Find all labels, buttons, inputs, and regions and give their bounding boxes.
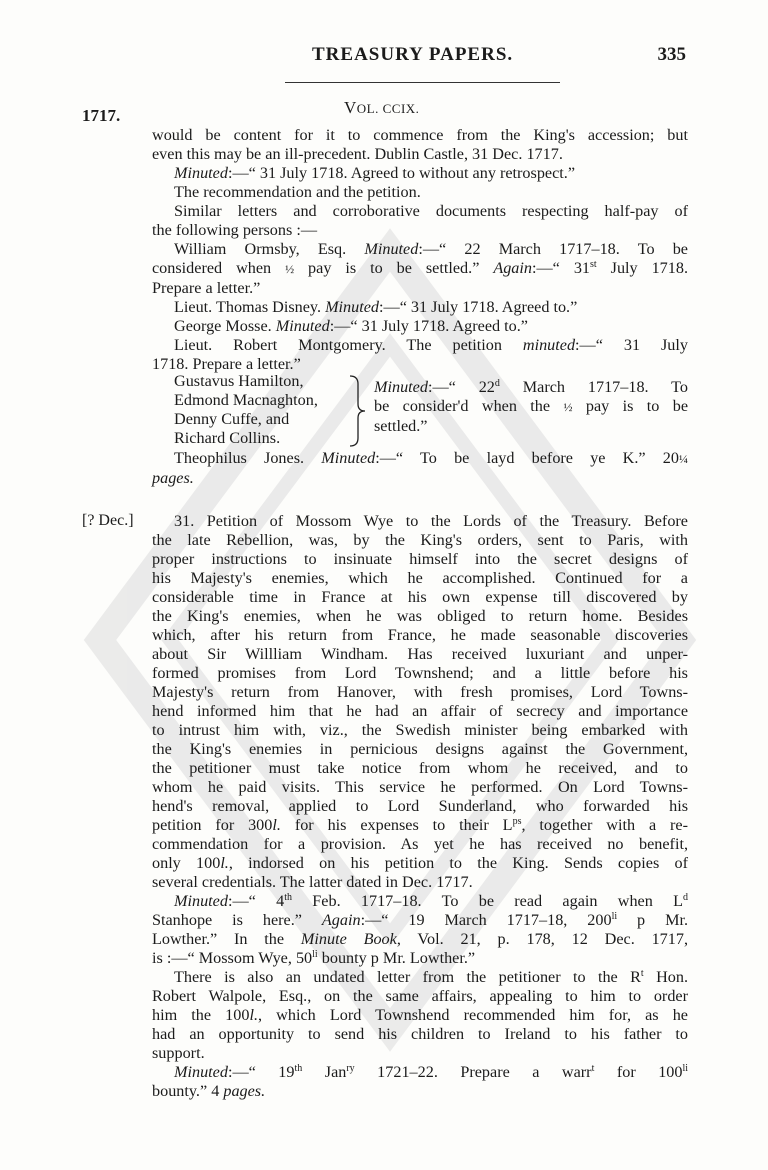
- header-rule: [285, 82, 560, 83]
- text-line: him the 100l., which Lord Townshend recommended him for, as he: [152, 1006, 688, 1024]
- text-line: commendation for a provision. As yet he has received no benefit,: [152, 835, 688, 853]
- upper-text-block: [152, 126, 688, 374]
- names-list: [174, 372, 354, 448]
- name-item: Gustavus Hamilton,: [174, 372, 304, 390]
- text-line: about Sir Willliam Windham. Has received luxuriant and unper-: [152, 645, 688, 663]
- text-line: There is also an undated letter from the petitioner to the $R^t$ Hon.: [174, 968, 688, 986]
- text-line: William Ormsby, Esq. Minuted:—“ 22 March 1717–18. To be: [174, 240, 688, 258]
- text-line: the petitioner must take notice from whom he received, and to: [152, 759, 688, 777]
- text-line: considerable time in France at his own expense till discovered by: [152, 588, 688, 606]
- text-line: Similar letters and corroborative documents respecting half-pay of: [174, 202, 688, 220]
- name-item: Richard Collins.: [174, 429, 281, 447]
- text-line: proper instructions to insinuate himself into the secret designs of: [152, 550, 688, 568]
- text-line: Theophilus Jones. Minuted:—“ To be layd before ye K.” 20¼: [174, 449, 688, 467]
- running-title: TREASURY PAPERS.: [312, 44, 514, 65]
- text-line: support.: [152, 1044, 205, 1062]
- text-line: would be content for it to commence from the King's accession; but: [152, 126, 688, 144]
- text-line: hend informed him that he had an affair of secrecy and importance: [152, 702, 688, 720]
- text-line: Lowther.” In the Minute Book, Vol. 21, p. 178, 12 Dec. 1717,: [152, 930, 688, 948]
- text-line: his Majesty's enemies, which he accomplished. Continued for a: [152, 569, 688, 587]
- text-line: which, after his return from France, he made seasonable discoveries: [152, 626, 688, 644]
- text-line: Robert Walpole, Esq., on the same affairs, appealing to him to order: [152, 987, 688, 1005]
- text-line: to intrust him with, viz., the Swedish minister being embarked with: [152, 721, 688, 739]
- petition-block: [152, 512, 688, 1101]
- margin-date-note: [? Dec.]: [82, 512, 134, 529]
- text-line: pages.: [152, 469, 194, 487]
- text-line: 31. Petition of Mossom Wye to the Lords of the Treasury. Before: [174, 512, 688, 530]
- text-line: Minuted:—“ 4th Feb. 1717–18. To be read again when $L^d$: [174, 892, 689, 910]
- text-line: petition for 300l. for his expenses to their $L^{ps}$, together with a re-: [152, 816, 689, 834]
- text-line: the King's enemies, when he was obliged to return home. Besides: [152, 607, 688, 625]
- text-line: Stanhope is here.” Again:—“ 19 March 1717–18, $200^{li}$ p Mr.: [152, 911, 688, 929]
- braced-names-group: [174, 372, 694, 450]
- text-line: even this may be an ill-precedent. Dublin Castle, 31 Dec. 1717.: [152, 145, 563, 163]
- text-line: Prepare a letter.”: [152, 279, 261, 297]
- text-line: whom he paid visits. This service he performed. On Lord Towns-: [152, 778, 688, 796]
- margin-year: 1717.: [82, 106, 121, 125]
- text-line: considered when ½ pay is to be settled.” Again:—“ 31st July 1718.: [152, 259, 688, 277]
- name-item: Denny Cuffe, and: [174, 410, 290, 428]
- text-line: several credentials. The latter dated in Dec. 1717.: [152, 873, 473, 891]
- text-line: the following persons :—: [152, 221, 318, 239]
- volume-heading: VOL. CCIX.: [344, 98, 420, 117]
- jones-entry: [152, 449, 688, 488]
- text-line: The recommendation and the petition.: [174, 183, 421, 201]
- text-line: Lieut. Robert Montgomery. The petition minuted:—“ 31 July: [174, 336, 688, 354]
- page-header: [152, 44, 686, 74]
- text-line: is :—“ Mossom Wye, $50^{li}$ bounty p Mr. Lowther.”: [152, 949, 476, 967]
- text-line: 1718. Prepare a letter.”: [152, 355, 301, 373]
- brace-note: Minuted:—“ 22$^d$ March 1717–18. To be consider'd when the ½ pay is to be settled.”: [374, 378, 689, 435]
- text-line: hend's removal, applied to Lord Sunderland, who forwarded his: [152, 797, 688, 815]
- brace-icon: [348, 374, 368, 448]
- text-line: had an opportunity to send his children to Ireland to his father to: [152, 1025, 688, 1043]
- name-item: Edmond Macnaghton,: [174, 391, 318, 409]
- text-line: the King's enemies in pernicious designs against the Government,: [152, 740, 688, 758]
- text-line: Minuted:—“ 31 July 1718. Agreed to without any retrospect.”: [174, 164, 576, 182]
- text-line: Majesty's return from Hanover, with fresh promises, Lord Towns-: [152, 683, 688, 701]
- text-line: the late Rebellion, was, by the King's orders, sent to Paris, with: [152, 531, 688, 549]
- text-line: Lieut. Thomas Disney. Minuted:—“ 31 July 1718. Agreed to.”: [174, 298, 578, 316]
- text-line: only 100l., indorsed on his petition to the King. Sends copies of: [152, 854, 688, 872]
- text-line: bounty.” 4 pages.: [152, 1082, 266, 1100]
- text-line: Minuted:—“ 19th Jan$^{ry}$ 1721–22. Prepare a warr$^t$ for $100^{li}$: [174, 1063, 689, 1081]
- page-number: 335: [657, 44, 686, 65]
- text-line: formed promises from Lord Townshend; and a little before his: [152, 664, 688, 682]
- text-line: George Mosse. Minuted:—“ 31 July 1718. Agreed to.”: [174, 317, 528, 335]
